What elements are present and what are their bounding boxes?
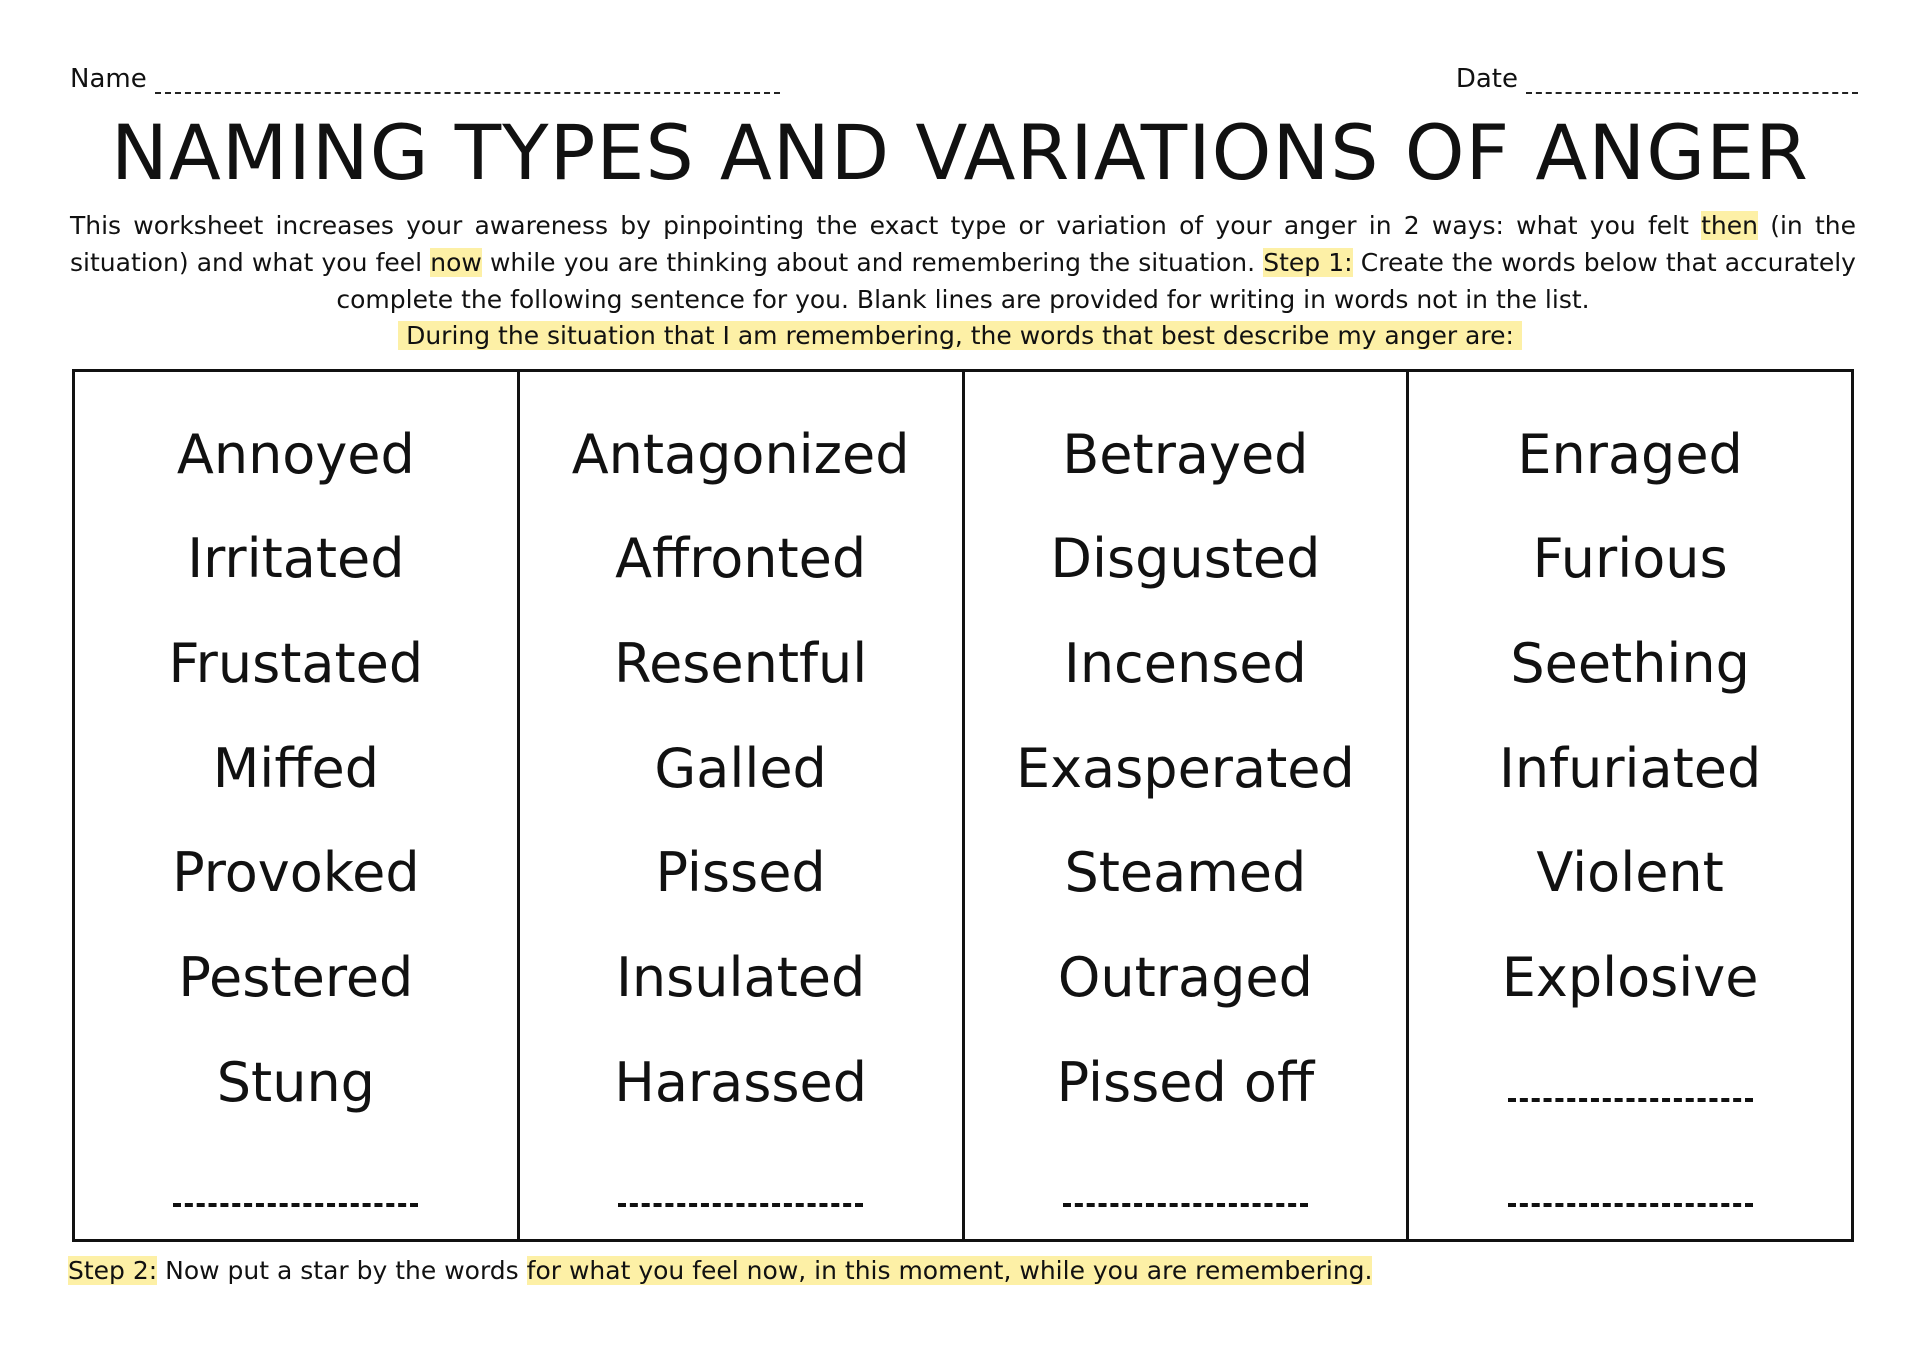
anger-word[interactable]: Infuriated (1498, 736, 1762, 800)
word-column-2 (520, 372, 965, 1239)
blank-write-in-line[interactable] (173, 1203, 418, 1207)
word-column-1 (75, 372, 520, 1239)
anger-word[interactable]: Disgusted (1050, 527, 1321, 591)
blank-write-in-line[interactable] (1508, 1203, 1753, 1207)
anger-word[interactable]: Stung (216, 1050, 375, 1114)
intro-text-4: Create the words below that accurately complete the following sentence for you. Blank lines are provided for writing in words not in the list. (336, 248, 1856, 314)
step2-highlight: for what you feel now, in this moment, while you are remembering. (526, 1256, 1373, 1285)
anger-word[interactable]: Affronted (615, 527, 867, 591)
blank-write-in-line[interactable] (1508, 1098, 1753, 1102)
anger-word[interactable]: Exasperated (1015, 736, 1355, 800)
step2-instruction (68, 1254, 1372, 1288)
anger-word[interactable]: Annoyed (176, 422, 415, 486)
anger-word[interactable]: Galled (654, 736, 827, 800)
blank-word-slot[interactable] (520, 1134, 962, 1239)
blank-word-slot[interactable] (1409, 1134, 1851, 1239)
anger-word[interactable]: Antagonized (571, 422, 910, 486)
anger-word[interactable]: Miffed (212, 736, 380, 800)
anger-words-table (72, 369, 1854, 1242)
anger-word[interactable]: Outraged (1057, 945, 1313, 1009)
prompt-sentence (0, 319, 1920, 353)
intro-text-1: This worksheet increases your awareness by pinpointing the exact type or variation of your anger in 2 ways: what you felt (70, 211, 1702, 240)
anger-word[interactable]: Betrayed (1062, 422, 1309, 486)
step2-label: Step 2: (68, 1256, 158, 1285)
anger-word[interactable]: Resentful (613, 632, 868, 696)
anger-word[interactable]: Pissed (655, 841, 826, 905)
anger-word[interactable]: Explosive (1501, 945, 1759, 1009)
step1-label: Step 1: (1263, 248, 1353, 277)
intro-text-2: (in the situation) and what you feel (70, 211, 1857, 277)
word-column-4 (1409, 372, 1851, 1239)
intro-now-highlight: now (430, 248, 482, 277)
anger-word[interactable]: Pestered (178, 945, 414, 1009)
name-blank-line[interactable] (155, 66, 780, 94)
anger-word[interactable]: Enraged (1517, 422, 1743, 486)
date-field[interactable] (1456, 64, 1858, 94)
name-label: Name (70, 64, 147, 94)
step2-text: Now put a star by the words (157, 1256, 527, 1285)
prompt-highlight: During the situation that I am remembering, the words that best describe my anger are: (398, 321, 1522, 350)
anger-word[interactable]: Harassed (614, 1050, 867, 1114)
name-field[interactable] (70, 64, 780, 94)
date-label: Date (1455, 64, 1518, 94)
intro-then-highlight: then (1701, 211, 1758, 240)
blank-word-slot[interactable] (965, 1134, 1407, 1239)
anger-word[interactable]: Irritated (187, 527, 405, 591)
anger-word[interactable]: Provoked (172, 841, 420, 905)
blank-write-in-line[interactable] (1063, 1203, 1308, 1207)
page-title: NAMING TYPES AND VARIATIONS OF ANGER (111, 108, 1809, 197)
blank-word-slot[interactable] (1409, 1030, 1851, 1135)
intro-paragraph (70, 207, 1856, 318)
anger-word[interactable]: Insulated (615, 945, 866, 1009)
anger-word[interactable]: Seething (1510, 632, 1750, 696)
anger-word[interactable]: Steamed (1064, 841, 1307, 905)
anger-word[interactable]: Incensed (1063, 632, 1307, 696)
date-blank-line[interactable] (1526, 66, 1858, 94)
intro-text-3: while you are thinking about and remembering the situation. (481, 248, 1264, 277)
anger-word[interactable]: Furious (1532, 527, 1728, 591)
anger-word[interactable]: Frustated (168, 632, 424, 696)
word-column-3 (965, 372, 1410, 1239)
anger-word[interactable]: Violent (1536, 841, 1724, 905)
blank-word-slot[interactable] (75, 1134, 517, 1239)
anger-word[interactable]: Pissed off (1056, 1050, 1315, 1114)
blank-write-in-line[interactable] (618, 1203, 863, 1207)
